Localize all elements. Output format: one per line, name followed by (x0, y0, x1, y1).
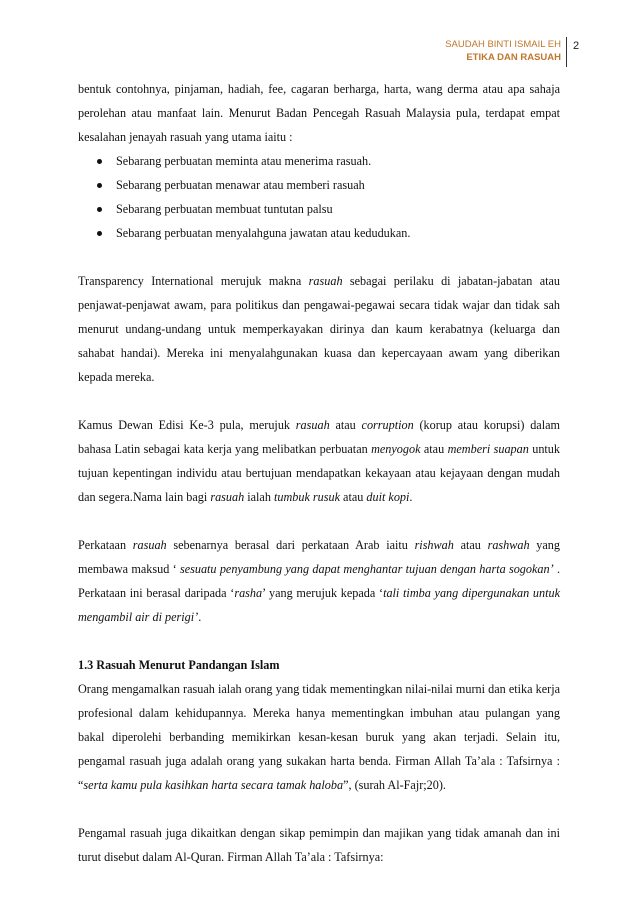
paragraph-etymology: Perkataan rasuah sebenarnya berasal dari perkataan Arab iaitu rishwah atau rashwah yang membawa maksud ‘ sesuatu penyambung yang dapat menghantar tujuan dengan harta sogokan’ . Perkataan ini berasal daripada ‘rasha’ yang merujuk kepada ‘tali timba yang dipergunakan untuk mengambil air di perigi’. (78, 538, 561, 624)
section-heading: 1.3 Rasuah Menurut Pandangan Islam (78, 658, 280, 672)
page-body (78, 77, 560, 869)
page-number: 2 (573, 40, 580, 52)
paragraph-1: bentuk contohnya, pinjaman, hadiah, fee, cagaran berharga, harta, wang derma atau apa sahaja perolehan atau manfaat lain. Menurut Badan Pencegah Rasuah Malaysia pula, terdapat empat kesalahan jenayah rasuah yang utama iaitu : (78, 82, 560, 144)
list-item: Sebarang perbuatan meminta atau menerima rasuah. (78, 149, 560, 173)
running-header (445, 38, 561, 64)
paragraph-leaders: Pengamal rasuah juga dikaitkan dengan sikap pemimpin dan majikan yang tidak amanah dan ini turut disebut dalam Al-Quran. Firman Allah Ta’ala : Tafsirnya: (78, 826, 560, 864)
header-divider (566, 37, 567, 67)
paragraph-islam: Orang mengamalkan rasuah ialah orang yang tidak mementingkan nilai-nilai murni dan etika kerja profesional dalam kehidupannya. Mereka hanya mementingkan imbuhan atau pulangan yang bakal diperolehi berbanding memikirkan kesan-kesan buruk yang akan terjadi. Selain itu, pengamal rasuah juga adalah orang yang sukakan harta benda. Firman Allah Ta’ala : Tafsirnya : “serta kamu pula kasihkan harta secara tamak haloba”, (surah Al-Fajr;20). (78, 682, 560, 792)
list-item: Sebarang perbuatan menyalahguna jawatan atau kedudukan. (78, 221, 560, 245)
paragraph-transparency: Transparency International merujuk makna rasuah sebagai perilaku di jabatan-jabatan atau penjawat-penjawat awam, para politikus dan pengawai-pegawai secara tidak wajar dan tidak sah menurut undang-undang untuk memperkayakan dirinya dan kaum kerabatnya (keluarga dan sahabat handai). Mereka ini menyalahgunakan kuasa dan kepercayaan awam yang diberikan kepada mereka. (78, 274, 560, 384)
header-author: SAUDAH BINTI ISMAIL EH (445, 39, 561, 50)
header-title: ETIKA DAN RASUAH (466, 52, 561, 63)
list-item: Sebarang perbuatan membuat tuntutan palsu (78, 197, 560, 221)
offence-list (78, 149, 560, 245)
paragraph-kamus-dewan: Kamus Dewan Edisi Ke-3 pula, merujuk rasuah atau corruption (korup atau korupsi) dalam bahasa Latin sebagai kata kerja yang melibatkan perbuatan menyogok atau memberi suapan untuk tujuan kepentingan individu atau bertujuan mendapatkan kekayaan atau kejayaan dengan mudah dan segera.Nama lain bagi rasuah ialah tumbuk rusuk atau duit kopi. (78, 418, 560, 504)
list-item: Sebarang perbuatan menawar atau memberi rasuah (78, 173, 560, 197)
